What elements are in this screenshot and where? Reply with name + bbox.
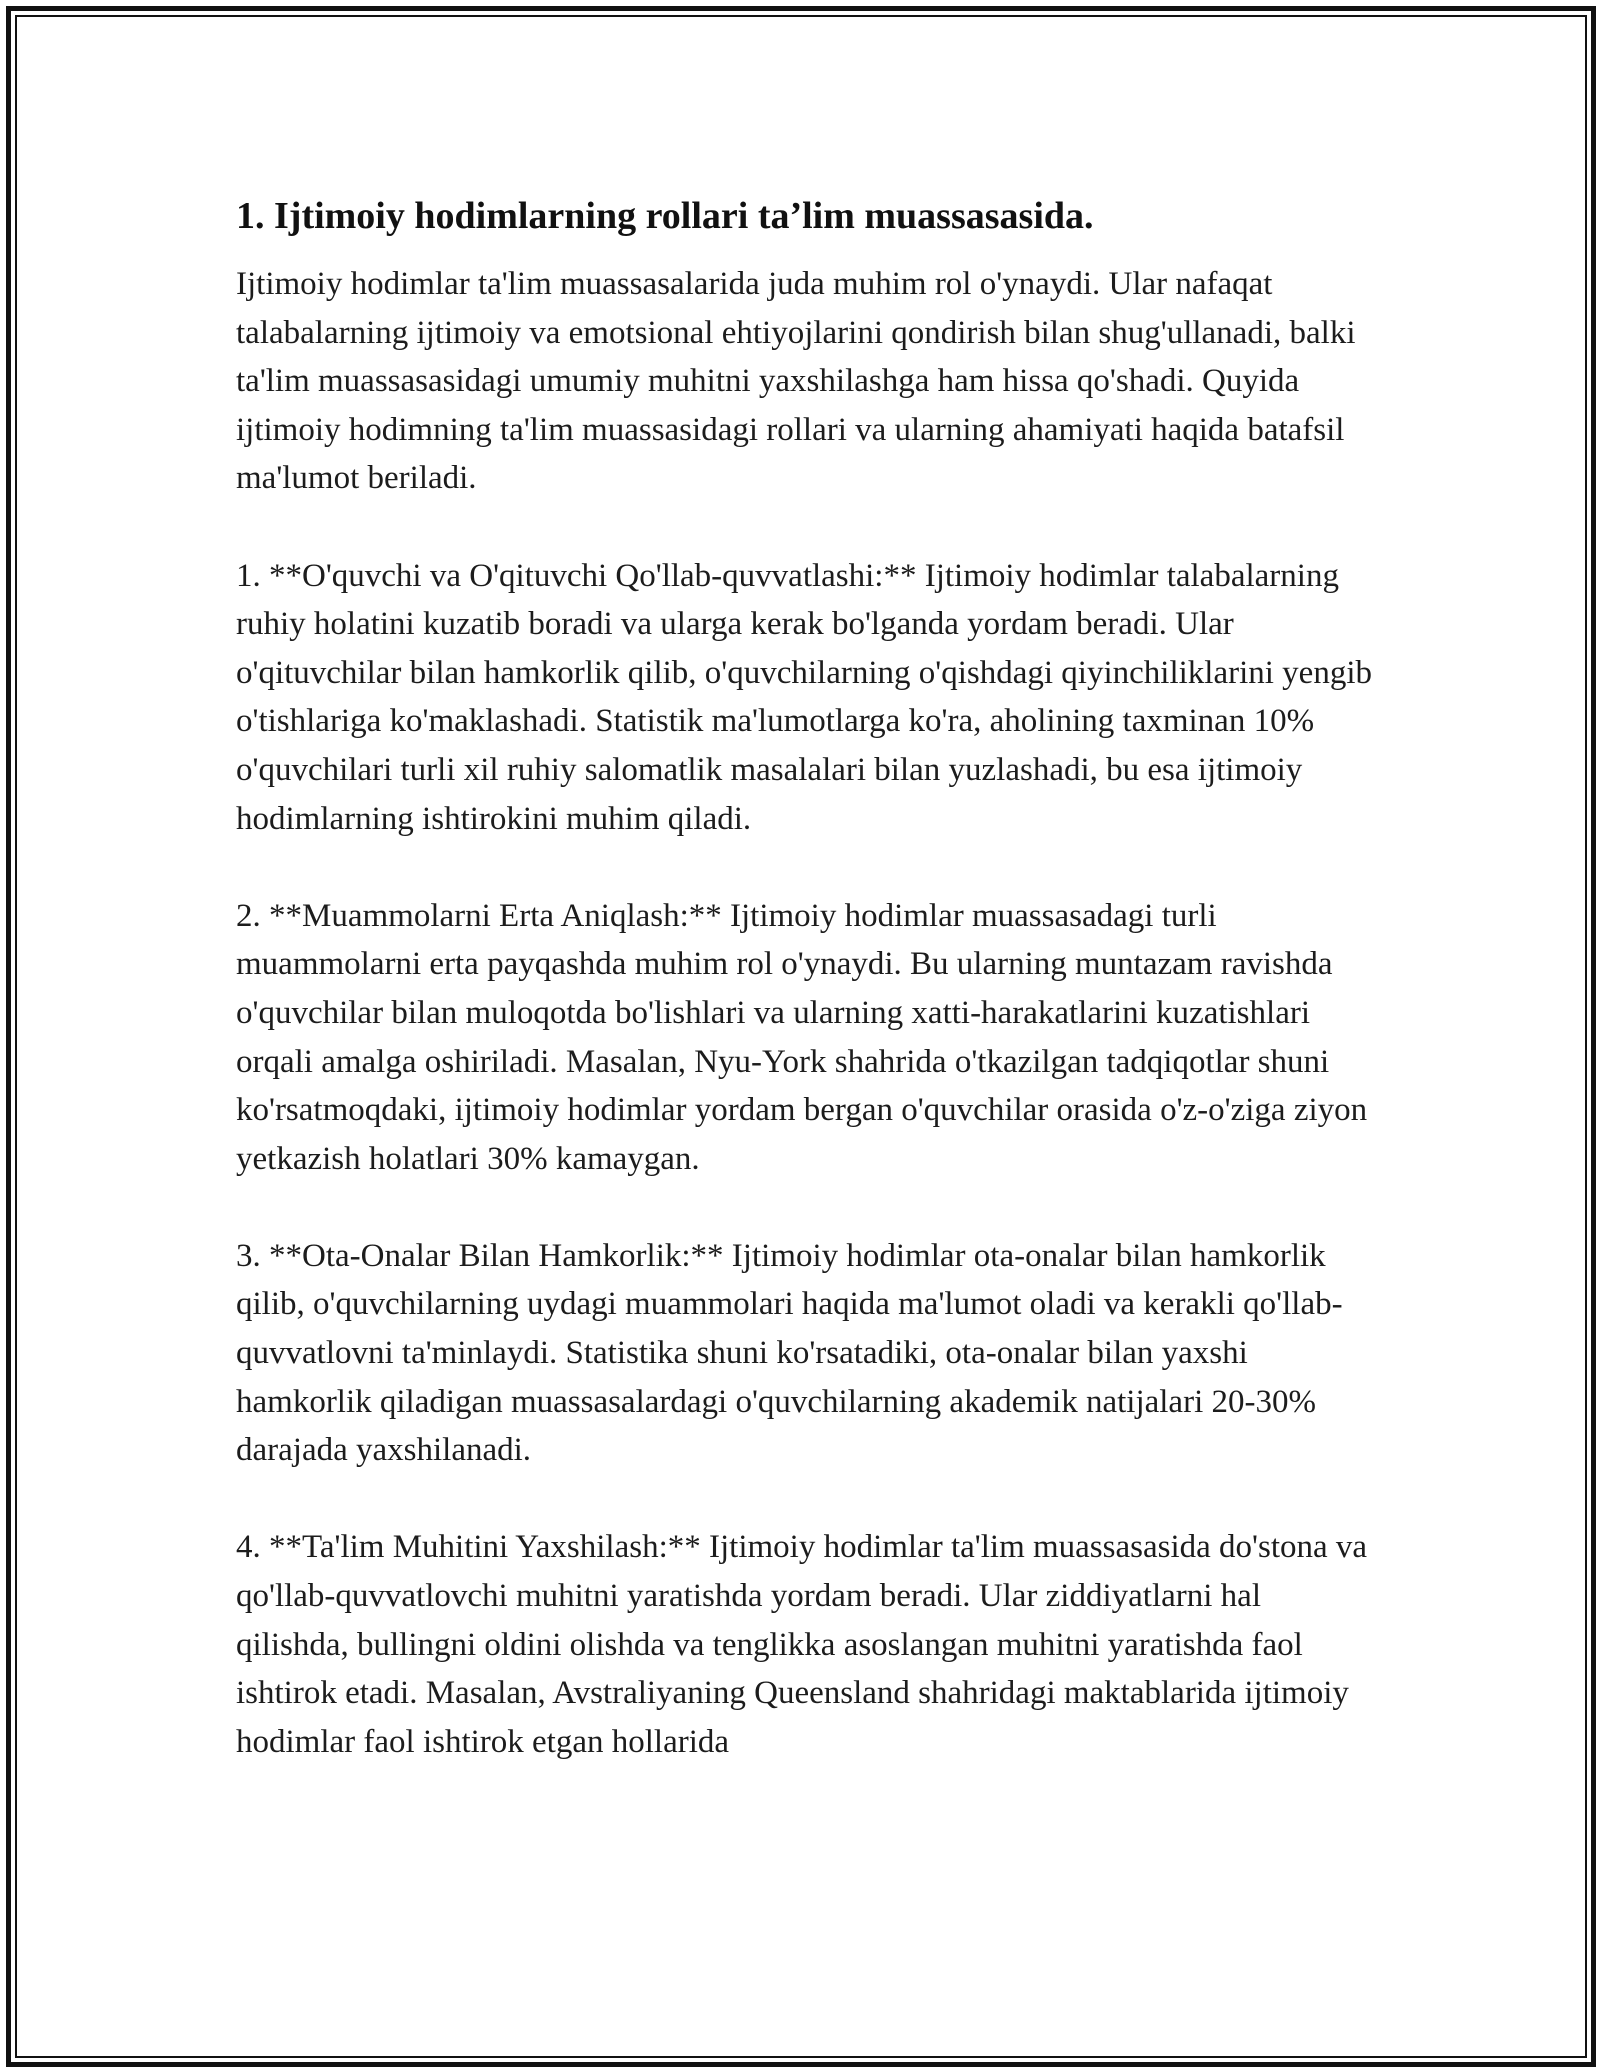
document-body [236, 188, 1376, 1766]
document-title: 1. Ijtimoiy hodimlarning rollari ta’lim muassasasida. [236, 195, 1094, 237]
paragraph-item-4: 4. **Ta'lim Muhitini Yaxshilash:** Ijtimoiy hodimlar ta'lim muassasasida do'stona va qo'llab-quvvatlovchi muhitni yaratishda yordam beradi. Ular ziddiyatlarni hal qilishda, bullingni oldini olishda va tenglikka asoslangan muhitni yaratishda faol ishtirok etadi. Masalan, Avstraliyaning Queensland shahridagi maktablarida ijtimoiy hodimlar faol ishtirok etgan hollarida [236, 1529, 1368, 1760]
paragraph-item-1: 1. **O'quvchi va O'qituvchi Qo'llab-quvvatlashi:** Ijtimoiy hodimlar talabalarning ruhiy holatini kuzatib boradi va ularga kerak bo'lganda yordam beradi. Ular o'qituvchilar bilan hamkorlik qilib, o'quvchilarning o'qishdagi qiyinchiliklarini yengib o'tishlariga ko'maklashadi. Statistik ma'lumotlarga ko'ra, aholining taxminan 10% o'quvchilari turli xil ruhiy salomatlik masalalari bilan yuzlashadi, bu esa ijtimoiy hodimlarning ishtirokini muhim qiladi. [236, 557, 1372, 837]
intro-paragraph: Ijtimoiy hodimlar ta'lim muassasalarida juda muhim rol o'ynaydi. Ular nafaqat talabalarning ijtimoiy va emotsional ehtiyojlarini qondirish bilan shug'ullanadi, balki ta'lim muassasasidagi umumiy muhitni yaxshilashga ham hissa qo'shadi. Quyida ijtimoiy hodimning ta'lim muassasidagi rollari va ularning ahamiyati haqida batafsil ma'lumot beriladi. [236, 266, 1356, 497]
paragraph-item-3: 3. **Ota-Onalar Bilan Hamkorlik:** Ijtimoiy hodimlar ota-onalar bilan hamkorlik qilib, o'quvchilarning uydagi muammolari haqida ma'lumot oladi va kerakli qo'llab-quvvatlovni ta'minlaydi. Statistika shuni ko'rsatadiki, ota-onalar bilan yaxshi hamkorlik qiladigan muassasalardagi o'quvchilarning akademik natijalari 20-30% darajada yaxshilanadi. [236, 1237, 1343, 1469]
paragraph-item-2: 2. **Muammolarni Erta Aniqlash:** Ijtimoiy hodimlar muassasadagi turli muammolarni erta payqashda muhim rol o'ynaydi. Bu ularning muntazam ravishda o'quvchilar bilan muloqotda bo'lishlari va ularning xatti-harakatlarini kuzatishlari orqali amalga oshiriladi. Masalan, Nyu-York shahrida o'tkazilgan tadqiqotlar shuni ko'rsatmoqdaki, ijtimoiy hodimlar yordam bergan o'quvchilar orasida o'z-o'ziga ziyon yetkazish holatlari 30% kamaygan. [236, 897, 1368, 1177]
